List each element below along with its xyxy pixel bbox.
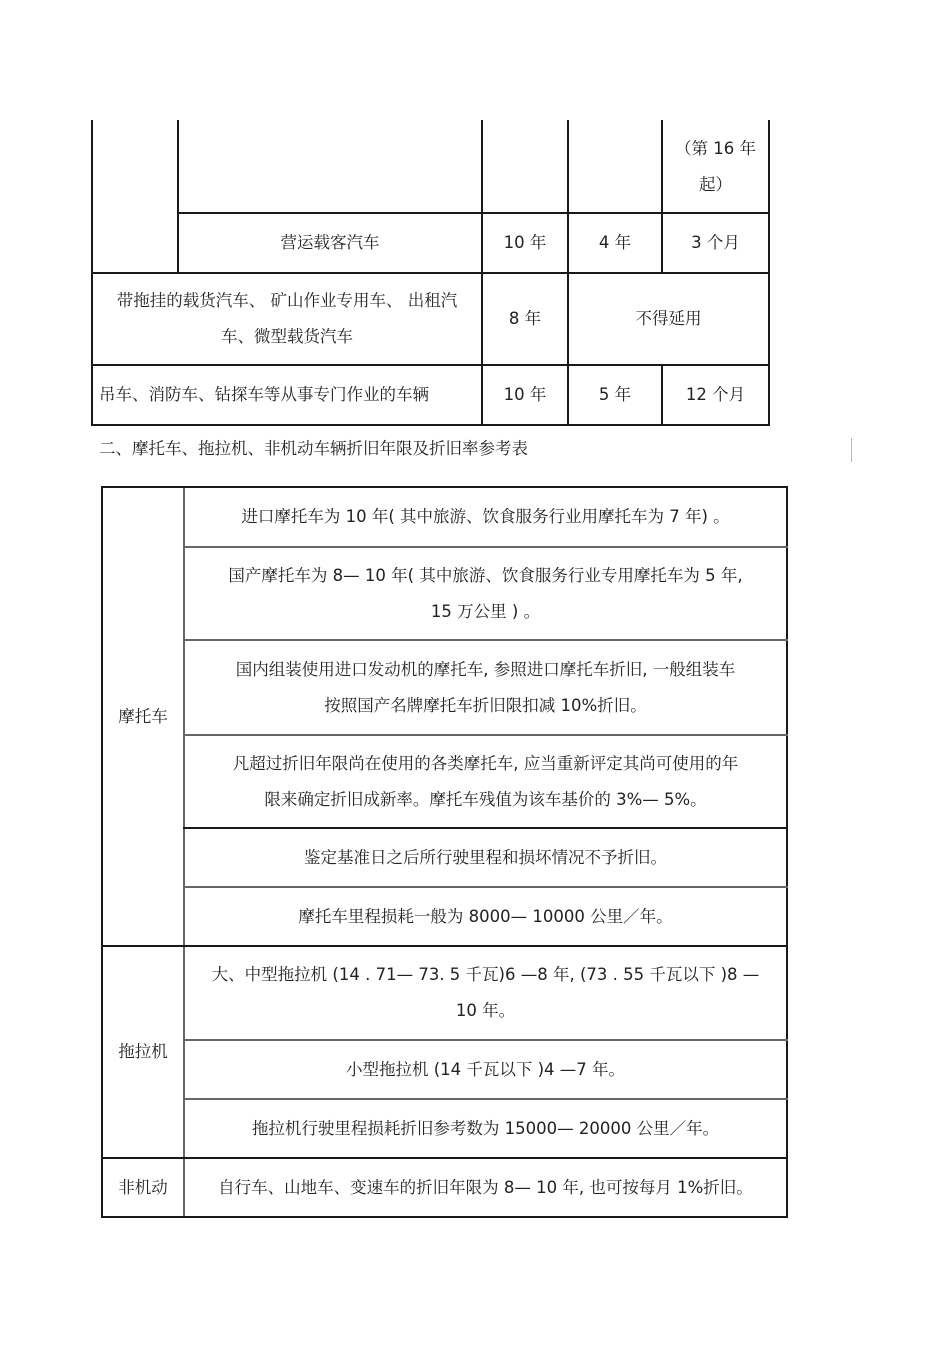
table2-row-text: 大、中型拖拉机 (14 . 71— 73. 5 千瓦)6 —8 年, (73 . 55 千瓦以下 )8 — 10 年。 [211,965,760,1020]
table1-cell: 12 个月 [685,385,746,404]
table1-cell-label: 营运载客汽车 [280,233,380,252]
table2-row-text: 自行车、山地车、变速车的折旧年限为 8— 10 年, 也可按每月 1%折旧。 [218,1177,753,1197]
category-label-tractor: 拖拉机 [118,1042,168,1061]
category-label-motorcycle: 摩托车 [118,706,168,726]
table1-cell: 10 年 [503,233,547,252]
table1-cell: （第 16 年 起） [675,139,756,194]
table2-row-text: 凡超过折旧年限尚在使用的各类摩托车, 应当重新评定其尚可使用的年 限来确定折旧成新率。摩托车残值为该车基价的 3%— 5%。 [232,753,739,809]
table2-row-text: 鉴定基准日之后所行驶里程和损坏情况不予折旧。 [304,847,667,867]
category-label-nonmotor: 非机动 [118,1177,168,1197]
table1-cell: 3 个月 [691,233,740,252]
table1-cell: 4 年 [598,233,632,252]
table2-row-text: 摩托车里程损耗一般为 8000— 10000 公里／年。 [298,906,673,926]
table2-border-right [786,486,788,1218]
table2-row-text: 小型拖拉机 (14 千瓦以下 )4 —7 年。 [345,1059,626,1079]
page-mark [851,438,852,462]
table2-row-text: 进口摩托车为 10 年( 其中旅游、饮食服务行业用摩托车为 7 年) 。 [241,507,730,526]
table2-row-text: 国产摩托车为 8— 10 年( 其中旅游、饮食服务行业专用摩托车为 5 年, 15 万公里 ) 。 [228,565,743,621]
table1-cell: 不得延用 [635,309,702,328]
table2-row-text: 拖拉机行驶里程损耗折旧参考数为 15000— 20000 公里／年。 [251,1118,720,1138]
section-title: 二、摩托车、拖拉机、非机动车辆折旧年限及折旧率参考表 [99,439,528,458]
table1-cell-label: 吊车、消防车、钻探车等从事专门作业的车辆 [99,385,429,404]
table1-cell: 5 年 [598,385,632,404]
table1-cell: 8 年 [508,309,542,328]
table2-border-bottom [101,1216,788,1218]
table2-row-text: 国内组装使用进口发动机的摩托车, 参照进口摩托车折旧, 一般组装车 按照国产名牌摩托车折旧限扣减 10%折旧。 [235,659,736,715]
table1-cell-label: 带拖挂的载货汽车、 矿山作业专用车、 出租汽 车、微型载货汽车 [116,291,458,346]
table1-cell: 10 年 [503,385,547,404]
table1-border-bottom [91,424,770,426]
